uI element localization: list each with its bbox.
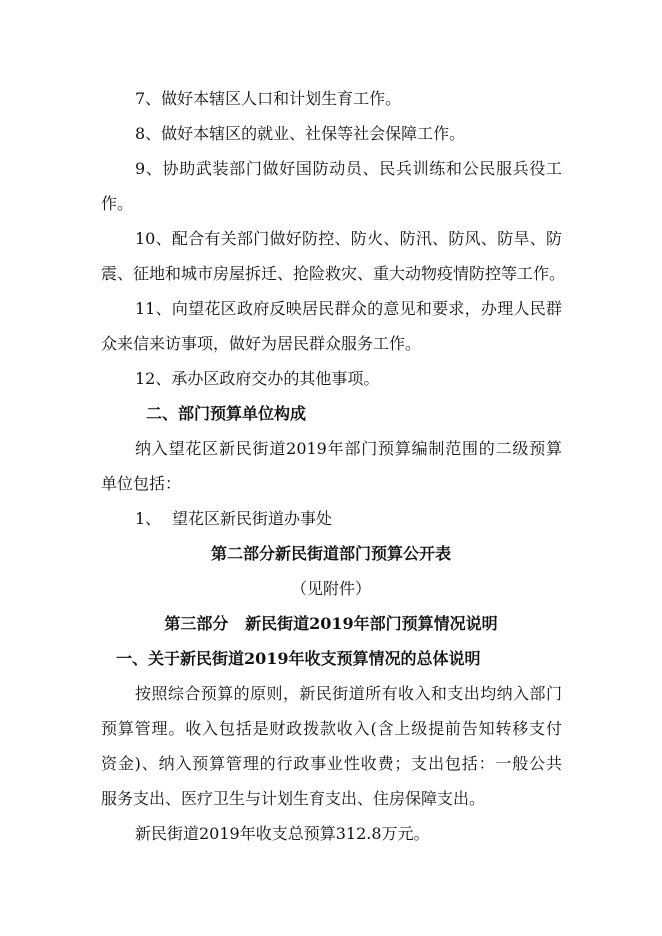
body-line-2: 预算管理。收入包括是财政拨款收入(含上级提前告知转移支付 [101,719,562,738]
part-note: （见附件） [290,579,371,598]
body-line-1: 按照综合预算的原则，新民街道所有收入和支出均纳入部门 [135,684,562,703]
body-line-3: 资金)、纳入预算管理的行政事业性收费；支出包括：一般公共 [101,754,562,773]
section-heading: 二、部门预算单位构成 [146,404,307,423]
section-heading: 一、关于新民街道2019年收支预算情况的总体说明 [116,649,481,668]
list-item-9-line-1: 9、协助武装部门做好国防动员、民兵训练和公民服兵役工 [135,159,562,178]
section-item-number: 1、 [135,509,162,528]
section-item-text: 望花区新民街道办事处 [172,509,333,528]
list-item-9-line-2: 作。 [101,194,134,213]
section-body-line-1: 纳入望花区新民街道2019年部门预算编制范围的二级预算 [135,439,562,458]
list-item-10-line-2: 震、征地和城市房屋拆迁、抢险救灾、重大动物疫情防控等工作。 [101,264,566,283]
list-item-11-line-2: 众来信来访事项，做好为居民群众服务工作。 [101,334,422,353]
section-body-line-2: 单位包括： [101,474,182,493]
body-line-4: 服务支出、医疗卫生与计划生育支出、住房保障支出。 [101,789,486,808]
list-item-10-line-1: 10、配合有关部门做好防控、防火、防汛、防风、防旱、防 [135,229,562,248]
list-item-11-line-1: 11、向望花区政府反映居民群众的意见和要求，办理人民群 [135,299,562,318]
budget-total: 新民街道2019年收支总预算312.8万元。 [135,824,430,843]
part-title: 第三部分 新民街道2019年部门预算情况说明 [164,614,498,633]
list-item-8: 8、做好本辖区的就业、社保等社会保障工作。 [135,124,466,143]
list-item-7: 7、做好本辖区人口和计划生育工作。 [135,89,402,108]
part-title: 第二部分新民街道部门预算公开表 [210,544,451,563]
list-item-12: 12、承办区政府交办的其他事项。 [135,369,380,388]
